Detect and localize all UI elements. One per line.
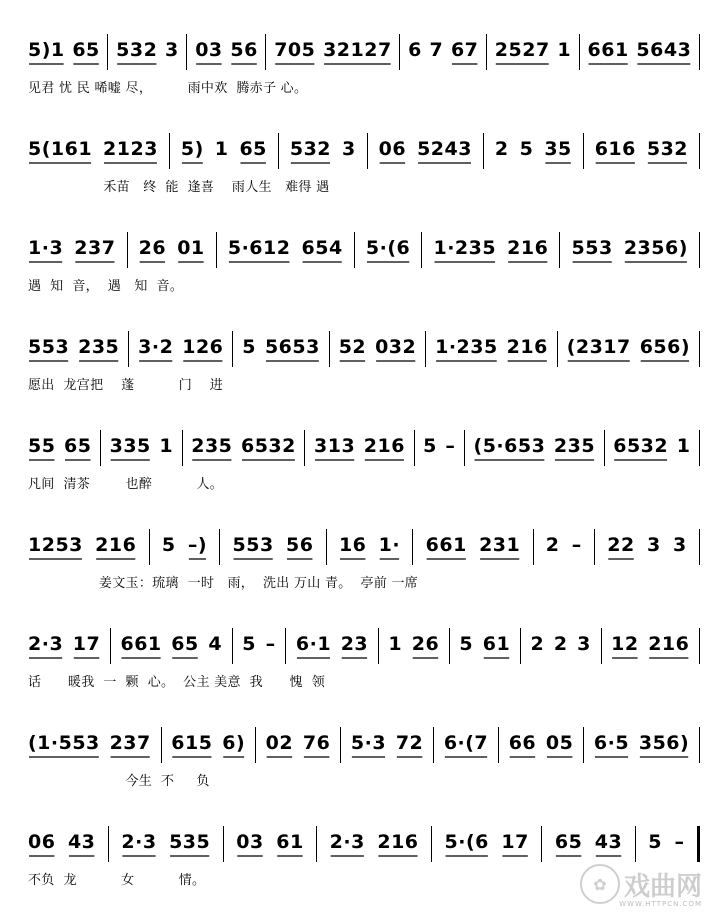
barline (304, 430, 305, 466)
note-group: 661 (587, 39, 629, 61)
note-group: 3·2 (138, 336, 174, 358)
note-group: 03 (195, 39, 223, 61)
note-group: 6·(7 (443, 732, 489, 754)
underline-marks (28, 426, 700, 470)
note-group: 656) (639, 336, 691, 358)
underline-marks (28, 624, 700, 668)
note-group: 661 (120, 633, 162, 655)
note-group: 705 (274, 39, 316, 61)
note-group: 1 (214, 138, 229, 160)
note-group: 5·(6 (365, 237, 411, 259)
barline (326, 529, 327, 565)
note-group: 32127 (323, 39, 392, 61)
barline (182, 430, 183, 466)
barline (316, 826, 317, 862)
note-group: 6 (408, 39, 422, 61)
barline (699, 232, 700, 268)
note-group: 2 (494, 138, 509, 160)
barline (149, 529, 150, 565)
note-group: (2317 (566, 336, 631, 358)
note-group: 2·3 (329, 831, 365, 853)
note-group: 3 (341, 138, 356, 160)
note-group: 1 (557, 39, 572, 61)
note-group: 532 (646, 138, 689, 160)
note-group: 532 (116, 39, 158, 61)
note-group: 032 (375, 336, 417, 358)
barline (699, 430, 700, 466)
barline (378, 628, 379, 664)
note-group: 65 (171, 633, 199, 655)
note-group: 6) (222, 732, 246, 754)
note-group: 5·3 (350, 732, 387, 754)
note-group: 216 (377, 831, 419, 853)
note-group: 5 (242, 336, 256, 358)
score-system (0, 129, 720, 229)
note-group: 23 (340, 633, 369, 655)
barline (601, 628, 602, 664)
note-group: 16 (338, 534, 367, 556)
note-group: 2 (530, 633, 545, 655)
lyric-line: 遇 知 音， 遇 知 音。 (28, 279, 184, 294)
barline (486, 34, 487, 70)
note-group: 535 (169, 831, 211, 853)
note-group: 3 (577, 633, 591, 655)
note-group: 5 (519, 138, 534, 160)
barline (541, 826, 542, 862)
note-group: 72 (395, 732, 424, 754)
note-group: 2123 (103, 138, 158, 160)
note-group: 1·235 (433, 237, 497, 259)
site-watermark (580, 864, 702, 908)
underline-marks (28, 723, 700, 767)
barline (431, 826, 432, 862)
notation-line (28, 723, 700, 763)
note-group: 335 (109, 435, 151, 457)
note-group: –) (187, 534, 208, 556)
note-group: 2·3 (121, 831, 157, 853)
underline-marks (28, 228, 700, 272)
note-group: 06 (378, 138, 407, 160)
note-group: 235 (553, 435, 596, 457)
lyric-line: 今生 不 负 (28, 774, 210, 789)
barline (232, 628, 233, 664)
barline (412, 529, 413, 565)
barline (399, 34, 400, 70)
note-group: 7 (429, 39, 444, 61)
note-group: 56 (230, 39, 258, 61)
note-group: 4 (208, 633, 223, 655)
barline (583, 133, 584, 169)
note-group: 6·5 (593, 732, 630, 754)
note-group: 26 (138, 237, 167, 259)
note-group: 5653 (264, 336, 320, 358)
barline (367, 133, 368, 169)
barline (604, 430, 605, 466)
barline (329, 331, 330, 367)
note-group: 65 (72, 39, 100, 61)
barline (340, 727, 341, 763)
notation-line (28, 228, 700, 268)
barline (232, 331, 233, 367)
note-group: 61 (482, 633, 511, 655)
note-group: 6·1 (295, 633, 332, 655)
note-group: 5(161 (28, 138, 93, 160)
barline (464, 430, 465, 466)
barline (278, 133, 279, 169)
note-group: 35 (544, 138, 572, 160)
note-group: 2356) (623, 237, 688, 259)
note-group: 2 (545, 534, 560, 556)
note-group: 67 (450, 39, 479, 61)
note-group: 17 (501, 831, 529, 853)
note-group: 5243 (417, 138, 472, 160)
note-group: 532 (289, 138, 332, 160)
barline (520, 628, 521, 664)
barline (557, 331, 558, 367)
barline (219, 529, 220, 565)
underline-marks (28, 525, 700, 569)
barline (483, 133, 484, 169)
note-group: 5) (180, 138, 204, 160)
note-group: 616 (594, 138, 636, 160)
note-group: 231 (479, 534, 521, 556)
note-group: 26 (411, 633, 440, 655)
score-system (0, 426, 720, 526)
notation-line (28, 525, 700, 565)
barline (285, 628, 286, 664)
barline (186, 34, 187, 70)
barline (161, 727, 162, 763)
note-group: 1·3 (28, 237, 64, 259)
note-group: 5 (648, 831, 662, 853)
barline (699, 133, 700, 169)
note-group: 56 (285, 534, 314, 556)
barline (127, 232, 128, 268)
note-group: 43 (594, 831, 623, 853)
note-group: 01 (177, 237, 205, 259)
barline (100, 430, 101, 466)
notation-line (28, 327, 700, 367)
note-group: 1· (378, 534, 401, 556)
score-system (0, 525, 720, 625)
note-group: 216 (506, 336, 548, 358)
note-group: 5 (459, 633, 474, 655)
note-group: 65 (239, 138, 267, 160)
note-group: 3 (647, 534, 661, 556)
lyric-line: 愿出 龙宫把 蓬 门 进 (28, 378, 224, 393)
lyric-line: 禾苗 终 能 逢喜 雨人生 难得 遇 (28, 180, 330, 195)
note-group: 65 (554, 831, 583, 853)
note-group: 03 (236, 831, 264, 853)
barline (583, 727, 584, 763)
note-group: 66 (508, 732, 537, 754)
note-group: 5643 (636, 39, 692, 61)
barline (223, 826, 224, 862)
lyric-line: 见君 忧 民 唏嘘 尽， 雨中欢 腾赤子 心。 (28, 81, 308, 96)
notation-line (28, 426, 700, 466)
note-group: 76 (302, 732, 331, 754)
barline (533, 529, 534, 565)
lyric-line: 凡间 清茶 也醉 人。 (28, 477, 224, 492)
barline (449, 628, 450, 664)
barline (699, 331, 700, 367)
score-system (0, 723, 720, 823)
note-group: – (265, 633, 276, 655)
barline (216, 232, 217, 268)
note-group: 1·235 (435, 336, 498, 358)
note-group: 43 (67, 831, 96, 853)
note-group: 356) (638, 732, 690, 754)
note-group: 237 (74, 237, 116, 259)
barline (108, 826, 109, 862)
barline (579, 34, 580, 70)
barline (425, 331, 426, 367)
note-group: 661 (425, 534, 467, 556)
notation-line (28, 129, 700, 169)
score-system (0, 624, 720, 724)
note-group: 216 (507, 237, 549, 259)
barline (169, 133, 170, 169)
note-group: 5·(6 (444, 831, 489, 853)
note-group: 22 (607, 534, 635, 556)
note-group: 553 (571, 237, 613, 259)
note-group: 1253 (28, 534, 83, 556)
note-group: 553 (232, 534, 274, 556)
note-group: 2·3 (28, 633, 64, 655)
note-group: 553 (28, 336, 70, 358)
note-group: 237 (109, 732, 151, 754)
underline-marks (28, 822, 700, 866)
barline (559, 232, 560, 268)
note-group: (5·653 (473, 435, 546, 457)
notation-line (28, 822, 700, 862)
note-group: 2 (553, 633, 568, 655)
note-group: 235 (78, 336, 120, 358)
note-group: 02 (265, 732, 294, 754)
note-group: 65 (64, 435, 92, 457)
barline (498, 727, 499, 763)
note-group: 3 (165, 39, 179, 61)
note-group: 5·612 (227, 237, 291, 259)
watermark-brand: 戏曲网 (623, 871, 702, 902)
note-group: 3 (673, 534, 687, 556)
note-group: 216 (648, 633, 690, 655)
lyric-line: 话 暖我 一 颗 心。 公主 美意 我 愧 领 (28, 675, 326, 690)
note-group: 235 (191, 435, 233, 457)
note-group: 6532 (240, 435, 296, 457)
barline (354, 232, 355, 268)
note-group: 654 (301, 237, 343, 259)
barline (421, 232, 422, 268)
note-group: 12 (611, 633, 639, 655)
barline (699, 727, 700, 763)
notation-line (28, 30, 700, 70)
barline (433, 727, 434, 763)
note-group: 05 (545, 732, 574, 754)
notation-line (28, 624, 700, 664)
lyric-line: 不负 龙 女 情。 (28, 873, 206, 888)
barline (255, 727, 256, 763)
note-group: – (674, 831, 685, 853)
note-group: 5 (161, 534, 176, 556)
note-group: 61 (276, 831, 304, 853)
note-group: – (571, 534, 582, 556)
underline-marks (28, 129, 700, 173)
note-group: 615 (171, 732, 213, 754)
note-group: 1 (676, 435, 691, 457)
note-group: 5 (242, 633, 257, 655)
barline (594, 529, 595, 565)
barline (414, 430, 415, 466)
barline (635, 826, 636, 862)
note-group: 216 (95, 534, 137, 556)
score-system (0, 30, 720, 130)
lyric-line: 姜文玉：琉璃 一时 雨， 洗出 万山 青。 亭前 一席 (28, 576, 419, 591)
note-group: – (445, 435, 456, 457)
barline (699, 628, 700, 664)
note-group: 216 (363, 435, 405, 457)
note-group: 5)1 (28, 39, 65, 61)
barline (107, 34, 108, 70)
note-group: 1 (159, 435, 174, 457)
score-system (0, 228, 720, 328)
note-group: 06 (28, 831, 56, 853)
barline (699, 34, 700, 70)
barline (265, 34, 266, 70)
barline (110, 628, 111, 664)
underline-marks (28, 30, 700, 74)
note-group: 17 (72, 633, 101, 655)
note-group: 126 (182, 336, 224, 358)
note-group: 6532 (613, 435, 669, 457)
note-group: 5 (423, 435, 437, 457)
note-group: 2527 (494, 39, 550, 61)
watermark-flower-icon: ✿ (580, 864, 620, 904)
note-group: 313 (314, 435, 356, 457)
note-group: (1·553 (28, 732, 100, 754)
score-system (0, 327, 720, 427)
watermark-url: WWW.HTTPCN.COM (619, 900, 702, 908)
note-group: 1 (388, 633, 403, 655)
note-group: 55 (28, 435, 56, 457)
final-barline (697, 826, 700, 862)
barline (699, 529, 700, 565)
barline (128, 331, 129, 367)
note-group: 52 (338, 336, 367, 358)
